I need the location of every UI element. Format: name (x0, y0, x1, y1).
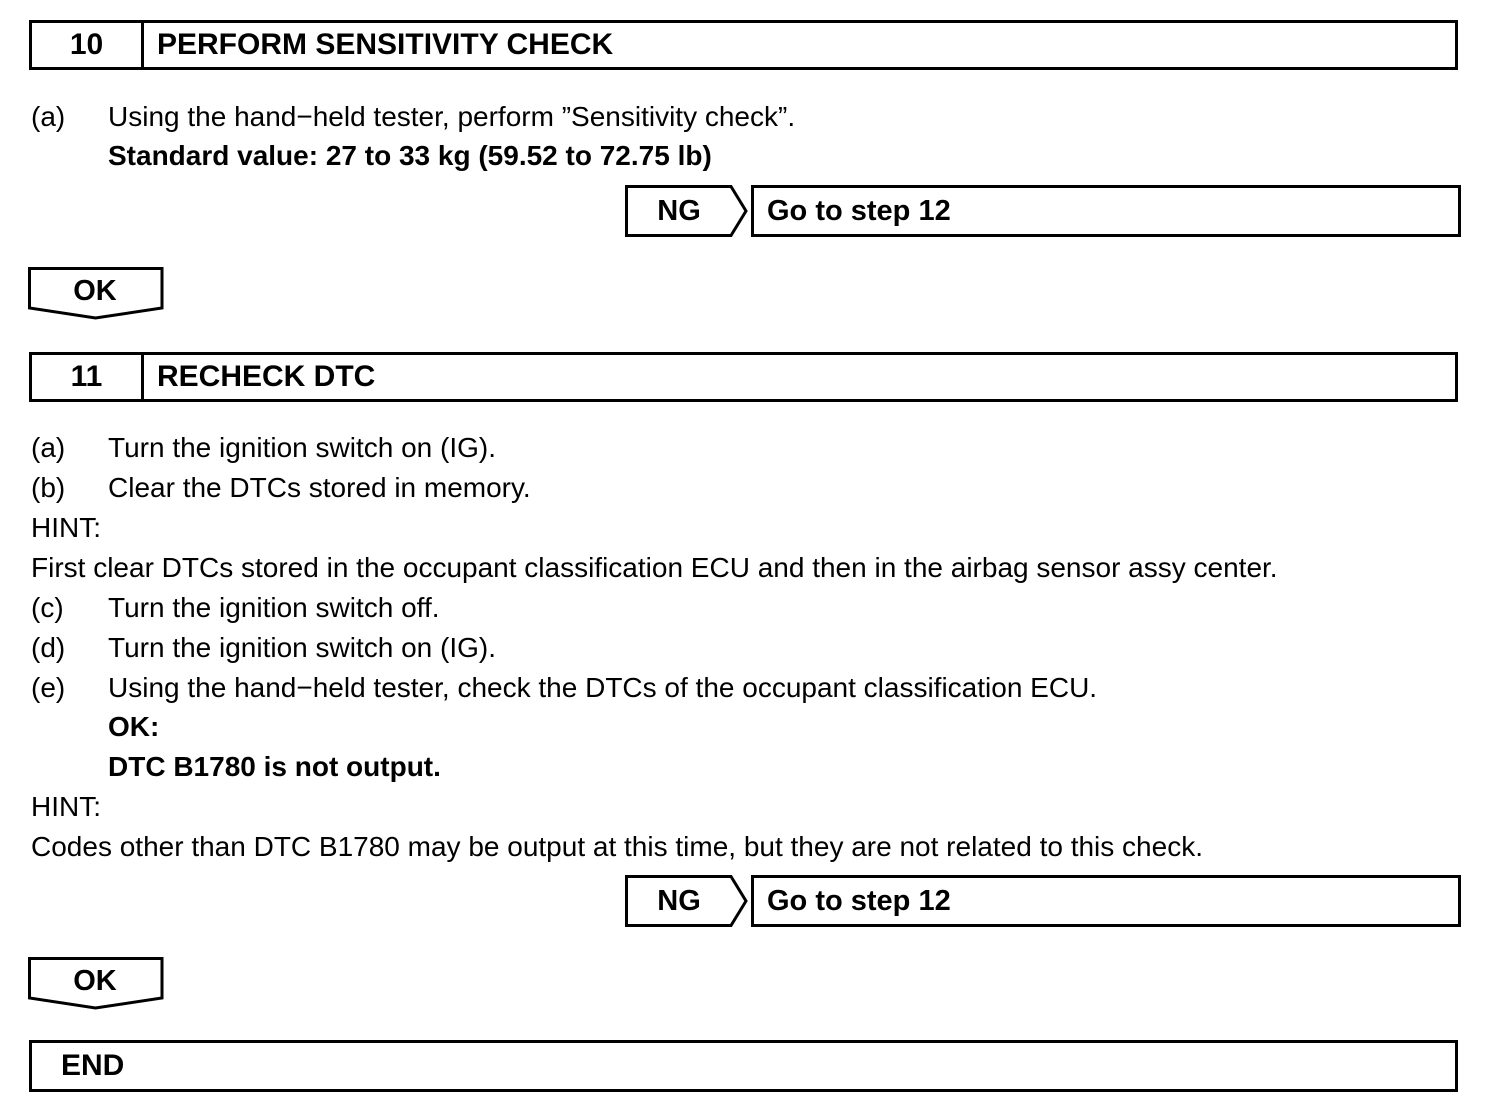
step-11-ok-detail: DTC B1780 is not output. (108, 751, 441, 782)
item-label: (e) (31, 672, 66, 703)
step-11-item-c (0, 588, 1504, 628)
step-11-item-e (0, 668, 1504, 708)
ok-label: OK (73, 274, 117, 307)
step-11-title: RECHECK DTC (157, 360, 376, 393)
item-label: (a) (31, 101, 66, 132)
step-11-hint-2-text: Codes other than DTC B1780 may be output at this time, but they are not related to this check. (31, 831, 1203, 862)
item-label: (b) (31, 472, 66, 503)
ng-label: NG (657, 194, 701, 227)
item-label: (a) (31, 432, 66, 463)
step-10-title: PERFORM SENSITIVITY CHECK (157, 28, 614, 61)
end-box: END (29, 1040, 1458, 1092)
step-11-ok-indicator (28, 957, 166, 1011)
step-11-ng-indicator (625, 875, 749, 927)
step-11-header (29, 352, 1458, 402)
ng-label: NG (657, 884, 701, 917)
step-10-ok-indicator (28, 267, 166, 321)
step-11-hint-1-text: First clear DTCs stored in the occupant classification ECU and then in the airbag sensor assy center. (31, 552, 1278, 583)
step-11-item-b (0, 468, 1504, 508)
item-text: Using the hand−held tester, perform ”Sensitivity check”. (108, 101, 796, 132)
item-label: (c) (31, 592, 64, 623)
step-10-ng-indicator (625, 185, 749, 237)
step-10-number: 10 (32, 23, 144, 67)
step-11-ok-heading: OK: (108, 711, 160, 742)
step-10-header (29, 20, 1458, 70)
step-10-item-a (0, 97, 1504, 137)
step-11-hint-1-label: HINT: (31, 512, 101, 543)
item-text: Using the hand−held tester, check the DTCs of the occupant classification ECU. (108, 672, 1098, 703)
ok-label: OK (73, 964, 117, 997)
item-text: Turn the ignition switch off. (108, 592, 440, 623)
step-10-ng-goto[interactable]: Go to step 12 (751, 185, 1461, 237)
step-11-item-d (0, 628, 1504, 668)
item-label: (d) (31, 632, 66, 663)
item-text: Turn the ignition switch on (IG). (108, 432, 497, 463)
item-text: Clear the DTCs stored in memory. (108, 472, 531, 503)
step-11-hint-2-label: HINT: (31, 791, 101, 822)
step-11-item-a (0, 428, 1504, 468)
step-10-standard-value: Standard value: 27 to 33 kg (59.52 to 72.75 lb) (108, 140, 712, 171)
item-text: Turn the ignition switch on (IG). (108, 632, 497, 663)
step-11-ng-goto[interactable]: Go to step 12 (751, 875, 1461, 927)
step-11-number: 11 (32, 355, 144, 399)
